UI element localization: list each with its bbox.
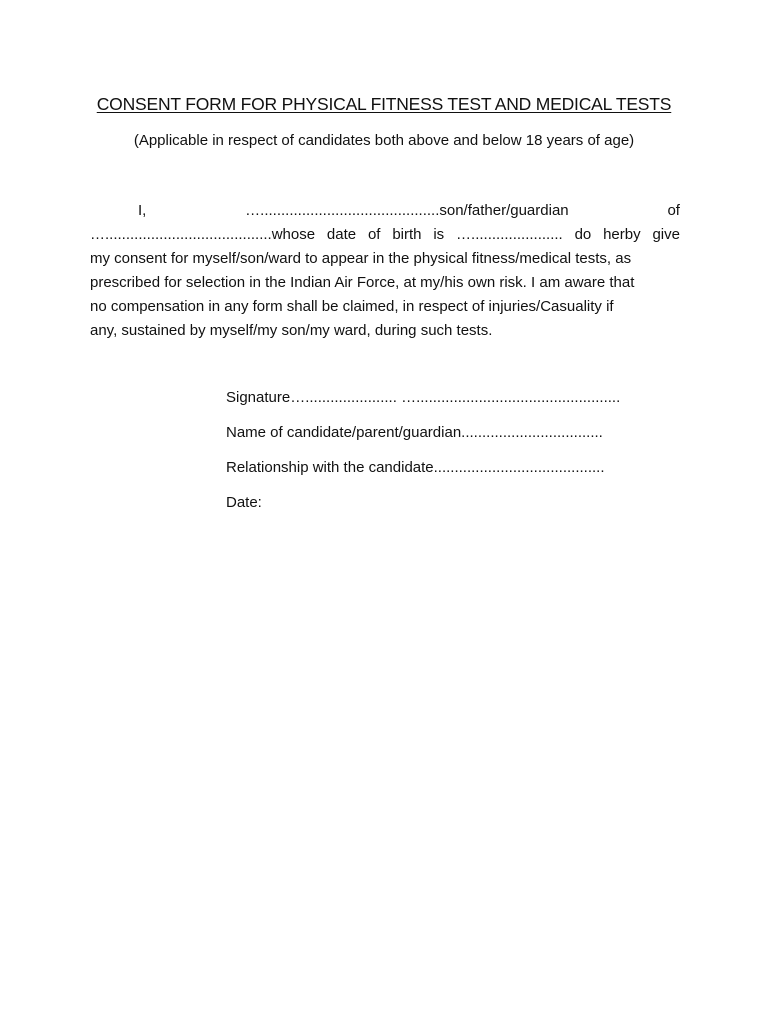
signature-block [226, 386, 620, 526]
consent-paragraph [90, 199, 680, 343]
page-subtitle: (Applicable in respect of candidates both above and below 18 years of age) [133, 132, 635, 149]
word-herby: herby [603, 226, 641, 243]
word-of-2: of [367, 226, 381, 243]
paragraph-line-4: prescribed for selection in the Indian Air Force, at my/his own risk. I am aware that [90, 274, 635, 291]
signature-field: Signature…...................... …................................................. [226, 389, 621, 406]
name-field: Name of candidate/parent/guardian.................................. [226, 424, 603, 441]
paragraph-line-3: my consent for myself/son/ward to appear in the physical fitness/medical tests, as [90, 250, 632, 267]
paragraph-line-5: no compensation in any form shall be claimed, in respect of injuries/Casuality if [90, 298, 614, 315]
word-do: do [574, 226, 592, 243]
relation-blank: …...........................................son/father/guardian [245, 202, 569, 219]
paragraph-line-1 [90, 199, 680, 223]
pronoun-i: I, [138, 202, 147, 219]
name-blank-whose: …........................................whose [90, 226, 316, 243]
date-field: Date: [226, 494, 262, 511]
paragraph-line-2 [90, 223, 680, 247]
word-is: is [433, 226, 445, 243]
word-give: give [652, 226, 680, 243]
relationship-field: Relationship with the candidate......................................... [226, 459, 605, 476]
page-title: CONSENT FORM FOR PHYSICAL FITNESS TEST AND MEDICAL TESTS [96, 94, 672, 114]
paragraph-line-6: any, sustained by myself/my son/my ward, during such tests. [90, 322, 493, 339]
word-date: date [326, 226, 357, 243]
word-of: of [667, 202, 680, 219]
dob-blank: …...................... [456, 226, 563, 243]
word-birth: birth [392, 226, 422, 243]
